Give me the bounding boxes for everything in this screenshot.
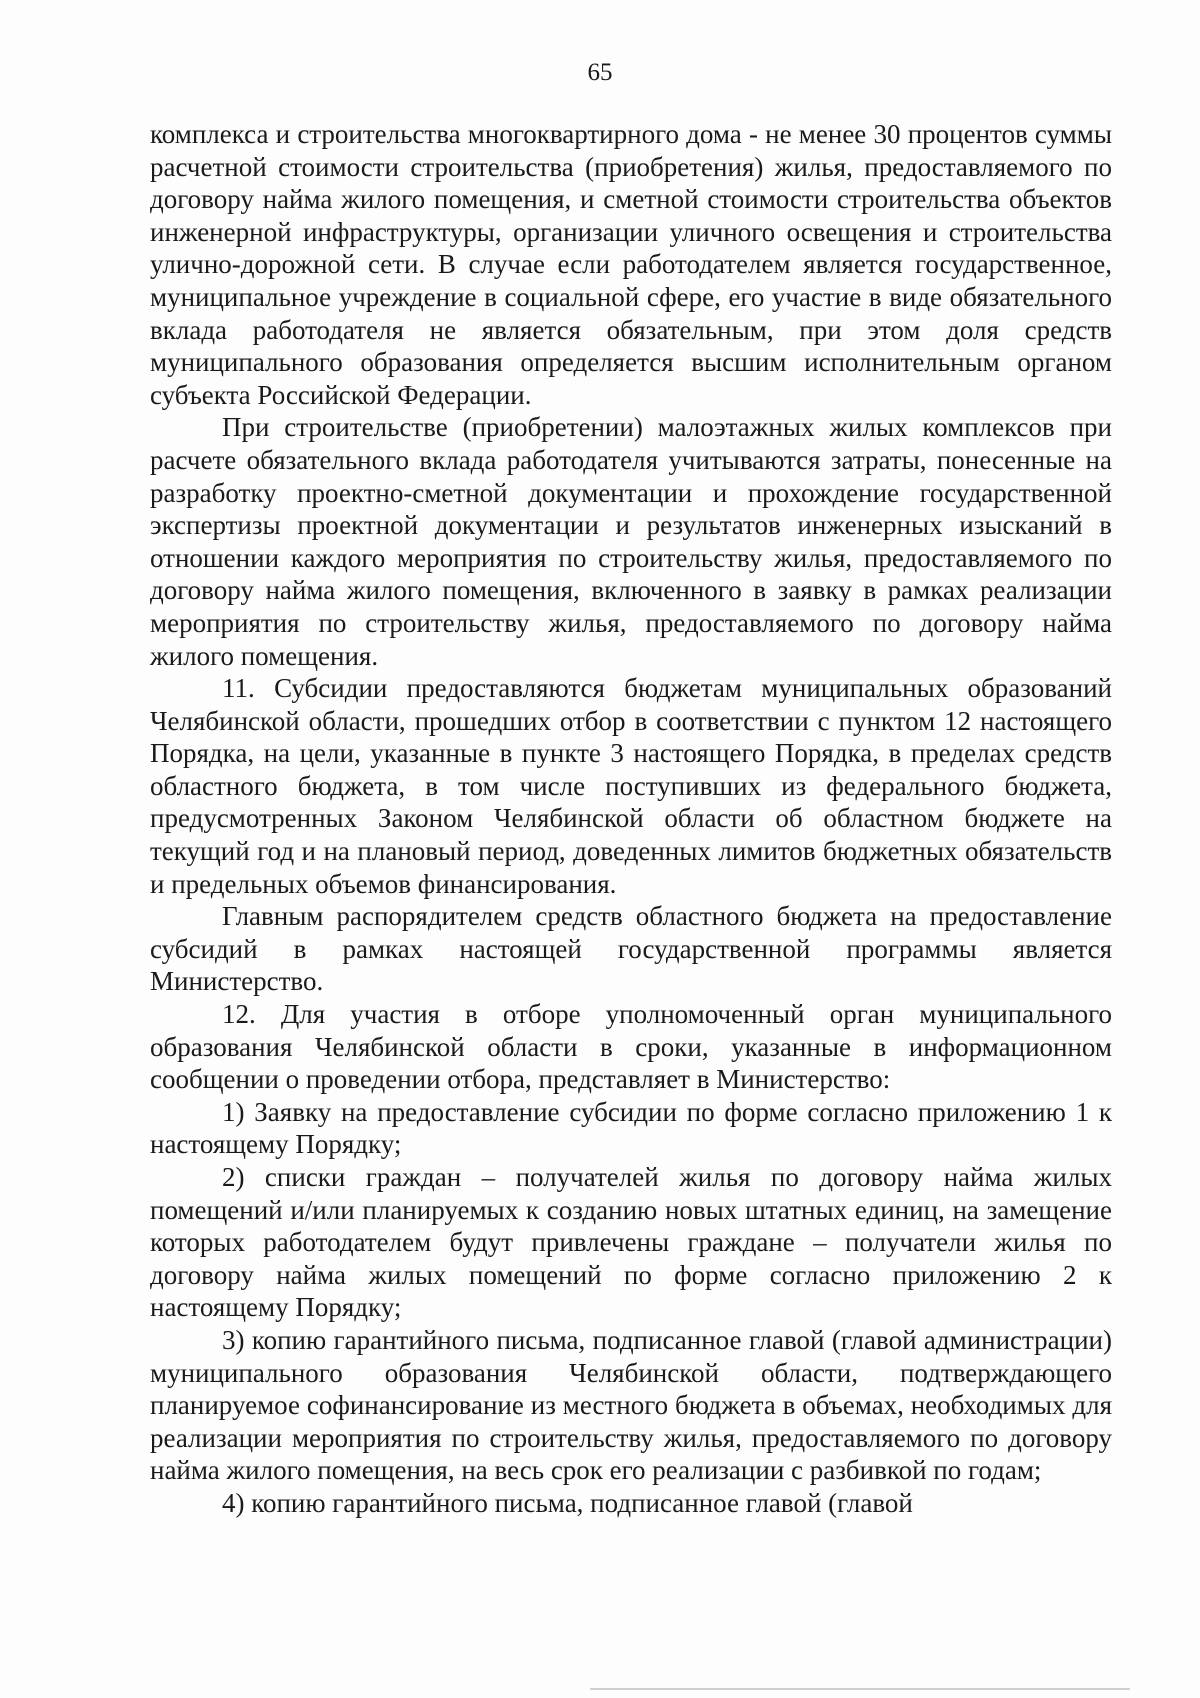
list-item-4: 4) копию гарантийного письма, подписанное главой (главой [222, 1487, 913, 1518]
paragraph-construction-costs: При строительстве (приобретении) малоэтажных жилых комплексов при расчете обязательного вклада работодателя учитываются затраты, понесенные на разработку проектно-сметной документации и прохождение государственной экспертизы проектной документации и результатов инженерных изысканий в отношении каждого мероприятия по строительству жилья, предоставляемого по договору найма жилого помещения, включенного в заявку в рамках реализации мероприятия по строительству жилья, предоставляемого по договору найма жилого помещения. [150, 412, 1112, 671]
page-number: 65 [587, 59, 613, 86]
list-item-2: 2) списки граждан – получателей жилья по договору найма жилых помещений и/или планируемых к созданию новых штатных единиц, на замещение которых работодателем будут привлечены граждане – получатели жилья по договору найма жилых помещений по форме согласно приложению 2 к настоящему Порядку; [150, 1162, 1112, 1323]
paragraph-item-12: 12. Для участия в отборе уполномоченный орган муниципального образования Челябинской области в сроки, указанные в информационном сообщении о проведении отбора, представляет в Министерство: [150, 999, 1112, 1095]
paragraph-main-administrator: Главным распорядителем средств областного бюджета на предоставление субсидий в рамках настоящей государственной программы является Министерство. [150, 901, 1112, 997]
list-item-3: 3) копию гарантийного письма, подписанное главой (главой администрации) муниципального образования Челябинской области, подтверждающего планируемое софинансирование из местного бюджета в объемах, необходимых для реализации мероприятия по строительству жилья, предоставляемого по договору найма жилого помещения, на весь срок его реализации с разбивкой по годам; [150, 1324, 1112, 1486]
paragraph-item-11: 11. Субсидии предоставляются бюджетам муниципальных образований Челябинской области, прошедших отбор в соответствии с пунктом 12 настоящего Порядка, на цели, указанные в пункте 3 настоящего Порядка, в пределах средств областного бюджета, в том числе поступивших из федерального бюджета, предусмотренных Законом Челябинской области об областном бюджете на текущий год и на плановый период, доведенных лимитов бюджетных обязательств и предельных объемов финансирования. [150, 673, 1112, 899]
list-item-1: 1) Заявку на предоставление субсидии по форме согласно приложению 1 к настоящему Порядку; [150, 1096, 1112, 1160]
document-body [150, 118, 1112, 1520]
paragraph-continuation: комплекса и строительства многоквартирного дома - не менее 30 процентов суммы расчетной стоимости строительства (приобретения) жилья, предоставляемого по договору найма жилого помещения, и сметной стоимости строительства объектов инженерной инфраструктуры, организации уличного освещения и строительства улично-дорожной сети. В случае если работодателем является государственное, муниципальное учреждение в социальной сфере, его участие в виде обязательного вклада работодателя не является обязательным, при этом доля средств муниципального образования определяется высшим исполнительным органом субъекта Российской Федерации. [150, 119, 1112, 410]
scan-edge-line [590, 1688, 1130, 1690]
